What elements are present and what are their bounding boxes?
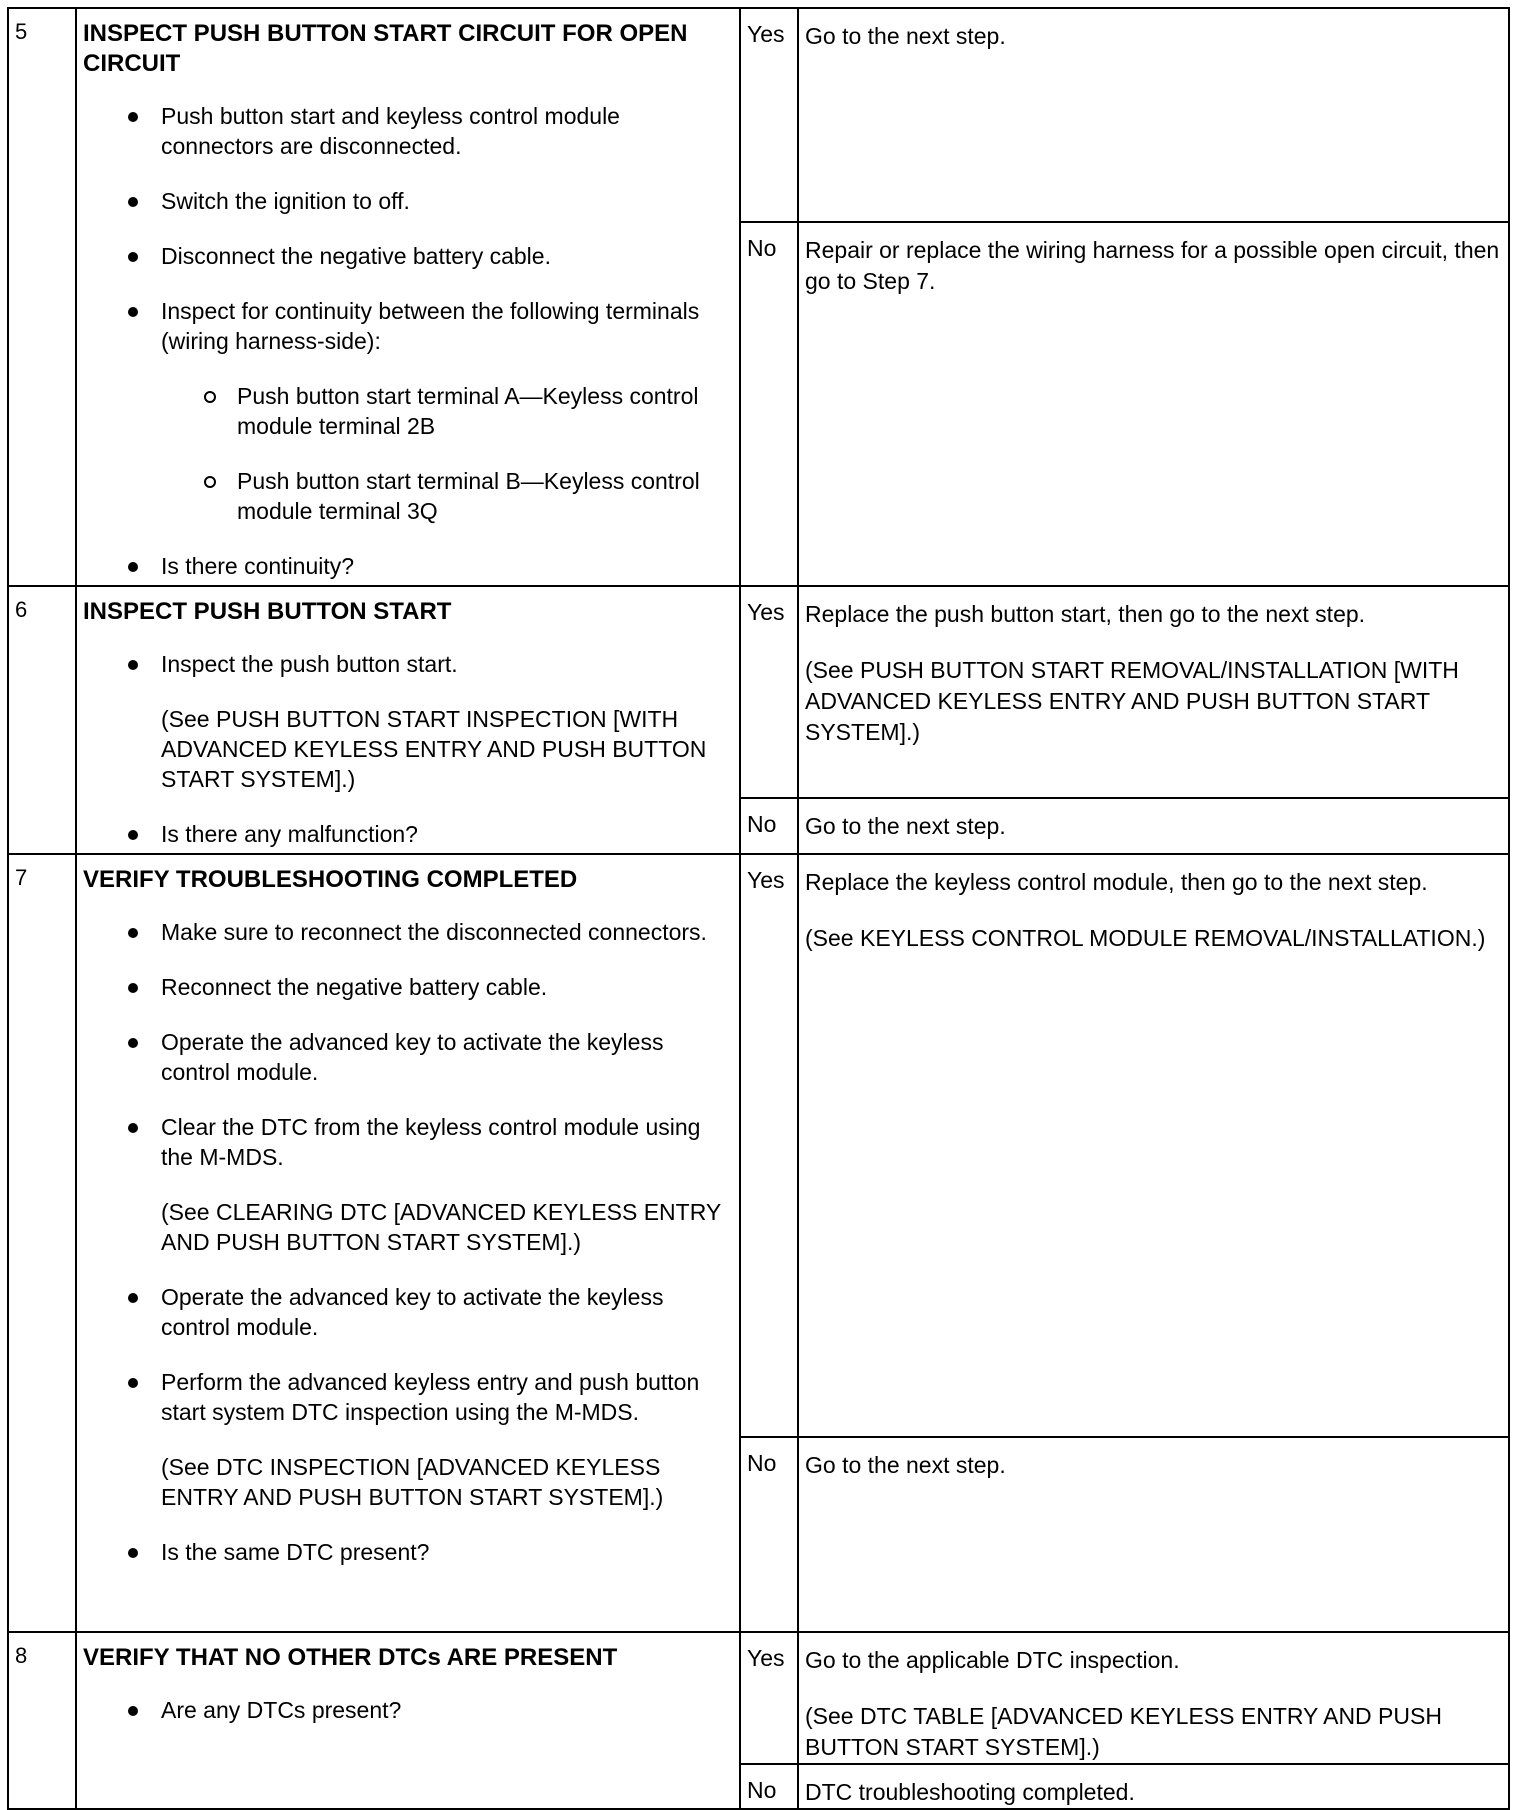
bullet-icon [128,307,138,317]
action-text: Go to the next step. [805,1452,1006,1478]
answer-yes: Yes [740,586,798,798]
action-text: Go to the next step. [805,813,1006,839]
step-check-cell [76,1632,740,1809]
check-item: Perform the advanced keyless entry and push button start system DTC inspection using the M-MDS. [83,1367,725,1427]
action-reference: (See DTC TABLE [ADVANCED KEYLESS ENTRY AND PUSH BUTTON START SYSTEM].) [805,1703,1442,1760]
step-number: 7 [8,854,76,1632]
answer-no: No [740,1764,798,1809]
bullet-icon [128,1038,138,1048]
answer-yes: Yes [740,1632,798,1764]
action-reference: (See KEYLESS CONTROL MODULE REMOVAL/INSTALLATION.) [805,925,1486,951]
check-item: Operate the advanced key to activate the keyless control module. [83,1282,725,1342]
action-reference: (See PUSH BUTTON START REMOVAL/INSTALLATION [WITH ADVANCED KEYLESS ENTRY AND PUSH BUTTON START SYSTEM].) [805,657,1459,745]
answer-no: No [740,798,798,854]
check-item: Inspect for continuity between the following terminals (wiring harness-side): [83,296,725,356]
action-no [798,222,1509,586]
check-item: Clear the DTC from the keyless control module using the M-MDS. [83,1112,725,1172]
check-item: Switch the ignition to off. [83,186,725,216]
bullet-icon [128,1378,138,1388]
step-title: INSPECT PUSH BUTTON START [83,598,452,625]
answer-no: No [740,1437,798,1632]
action-no [798,1764,1509,1809]
answer-no: No [740,222,798,586]
action-no [798,798,1509,854]
bullet-icon [128,660,138,670]
action-yes [798,854,1509,1437]
action-text: Go to the applicable DTC inspection. [805,1647,1180,1673]
step-number: 5 [8,8,76,586]
action-text: Replace the keyless control module, then go to the next step. [805,869,1428,895]
action-text: Repair or replace the wiring harness for a possible open circuit, then go to Step 7. [805,237,1500,294]
action-yes [798,1632,1509,1764]
reference-note: (See CLEARING DTC [ADVANCED KEYLESS ENTRY AND PUSH BUTTON START SYSTEM].) [161,1199,721,1255]
check-question: Are any DTCs present? [83,1695,725,1725]
action-no [798,1437,1509,1632]
bullet-icon [128,1548,138,1558]
check-item: Reconnect the negative battery cable. [83,972,725,1002]
step-number: 6 [8,586,76,854]
step-check-cell [76,586,740,854]
step-check-cell [76,8,740,586]
step-title: INSPECT PUSH BUTTON START CIRCUIT FOR OPEN CIRCUIT [83,20,688,77]
check-question: Is the same DTC present? [83,1537,725,1567]
bullet-icon [128,1293,138,1303]
reference-note: (See PUSH BUTTON START INSPECTION [WITH ADVANCED KEYLESS ENTRY AND PUSH BUTTON START SYSTEM].) [161,706,707,792]
circle-bullet-icon [204,391,216,403]
step-row-5-yes [8,8,1509,222]
check-item: Push button start and keyless control module connectors are disconnected. [83,101,725,161]
troubleshooting-sheet [7,7,1510,1805]
bullet-icon [128,562,138,572]
step-row-7-yes [8,854,1509,1437]
bullet-icon [128,983,138,993]
action-yes [798,8,1509,222]
bullet-icon [128,1123,138,1133]
bullet-icon [128,197,138,207]
action-text: DTC troubleshooting completed. [805,1779,1135,1805]
bullet-icon [128,928,138,938]
check-item: Operate the advanced key to activate the keyless control module. [83,1027,725,1087]
troubleshooting-table [7,7,1510,1810]
bullet-icon [128,252,138,262]
reference-note: (See DTC INSPECTION [ADVANCED KEYLESS ENTRY AND PUSH BUTTON START SYSTEM].) [161,1454,664,1510]
check-item: Disconnect the negative battery cable. [83,241,725,271]
answer-yes: Yes [740,854,798,1437]
step-title: VERIFY TROUBLESHOOTING COMPLETED [83,866,578,893]
check-subitem: Push button start terminal A—Keyless control module terminal 2B [83,381,725,441]
step-number: 8 [8,1632,76,1809]
bullet-icon [128,112,138,122]
answer-yes: Yes [740,8,798,222]
check-subitem: Push button start terminal B—Keyless control module terminal 3Q [83,466,725,526]
circle-bullet-icon [204,476,216,488]
action-yes [798,586,1509,798]
step-check-cell [76,854,740,1632]
step-row-8-yes [8,1632,1509,1764]
bullet-icon [128,1706,138,1716]
step-row-6-yes [8,586,1509,798]
check-question: Is there any malfunction? [83,819,725,849]
check-item: Inspect the push button start. [83,649,725,679]
check-item: Make sure to reconnect the disconnected connectors. [83,917,725,947]
bullet-icon [128,830,138,840]
action-text: Go to the next step. [805,23,1006,49]
check-question: Is there continuity? [83,551,725,581]
step-title: VERIFY THAT NO OTHER DTCs ARE PRESENT [83,1644,618,1671]
action-text: Replace the push button start, then go to the next step. [805,601,1366,627]
